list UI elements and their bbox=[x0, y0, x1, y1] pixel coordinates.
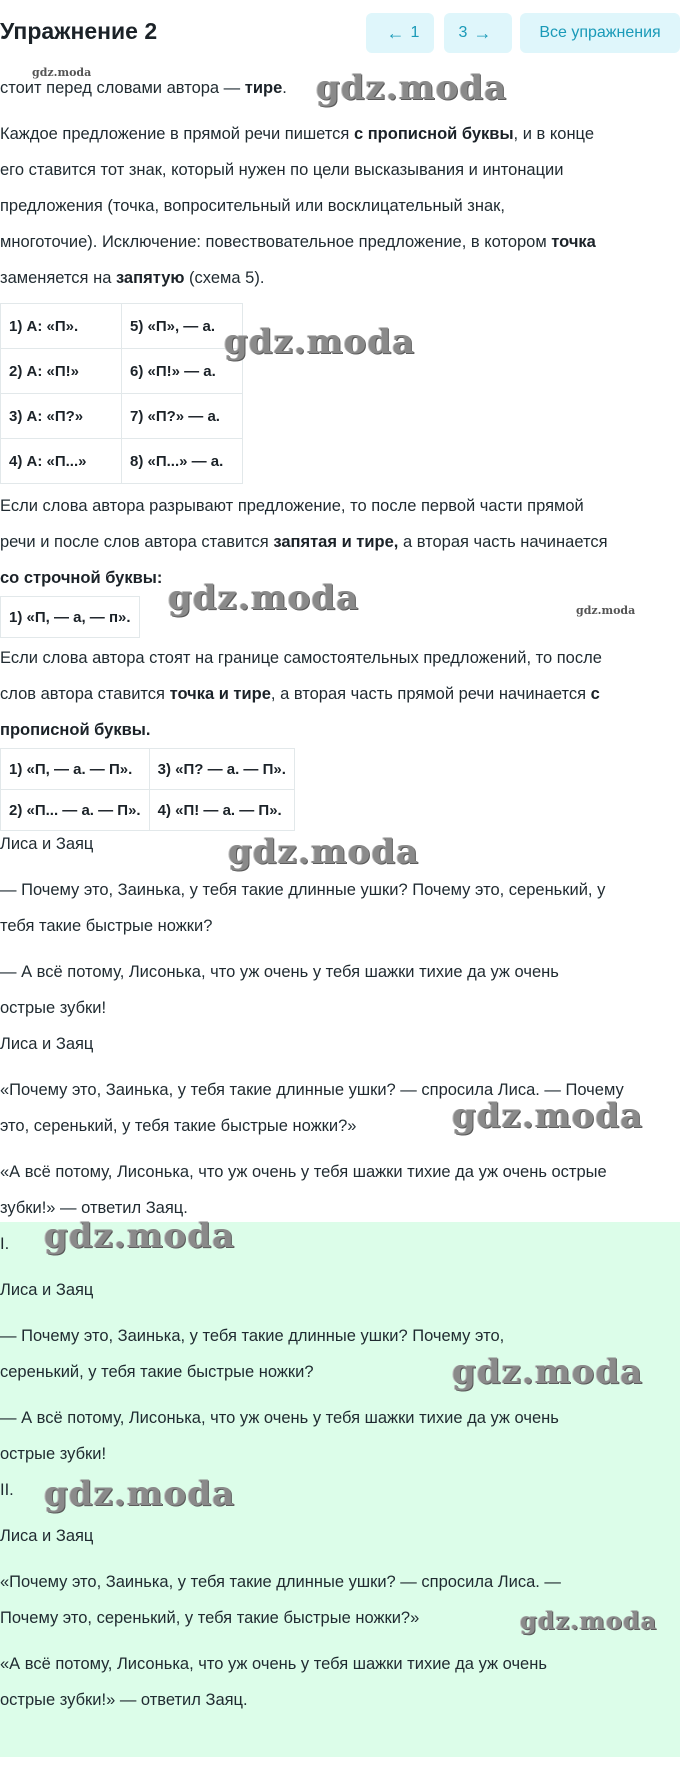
scheme-cell: 4) А: «П...» bbox=[1, 439, 122, 484]
scheme-cell: 3) А: «П?» bbox=[1, 394, 122, 439]
watermark-logo: gdz.moda bbox=[452, 1352, 644, 1392]
page-header bbox=[0, 0, 680, 64]
scheme-cell: 1) «П, — а, — п». bbox=[1, 597, 140, 638]
text-line: это, серенький, у тебя такие быстрые ножки?» bbox=[0, 1117, 357, 1135]
arrow-right-icon: → bbox=[473, 22, 492, 43]
arrow-left-icon: ← bbox=[386, 22, 405, 43]
scheme-cell: 1) «П, — а. — П». bbox=[1, 749, 150, 790]
text-line: речи и после слов автора ставится запятая и тире, а вторая часть начинается bbox=[0, 533, 608, 551]
text-line: слов автора ставится точка и тире, а вторая часть прямой речи начинается с bbox=[0, 685, 600, 703]
watermark-logo: gdz.moda bbox=[452, 1096, 644, 1136]
text-line: серенький, у тебя такие быстрые ножки? bbox=[0, 1363, 314, 1381]
text-line: — А всё потому, Лисонька, что уж очень у тебя шажки тихие да уж очень bbox=[0, 963, 559, 981]
text-line: предложения (точка, вопросительный или восклицательный знак, bbox=[0, 197, 505, 215]
dialog-title: Лиса и Заяц bbox=[0, 1281, 94, 1299]
scheme-cell: 7) «П?» — а. bbox=[122, 394, 243, 439]
text-line: — Почему это, Заинька, у тебя такие длинные ушки? Почему это, bbox=[0, 1327, 505, 1345]
scheme-cell: 2) А: «П!» bbox=[1, 349, 122, 394]
text-line: «А всё потому, Лисонька, что уж очень у тебя шажки тихие да уж очень bbox=[0, 1655, 547, 1673]
text-line: многоточие). Исключение: повествовательное предложение, в котором точка bbox=[0, 233, 596, 251]
next-exercise-label: 3 bbox=[458, 24, 468, 41]
text-line: острые зубки! bbox=[0, 999, 107, 1017]
scheme-cell: 5) «П», — а. bbox=[122, 304, 243, 349]
punctuation-scheme-table bbox=[0, 303, 243, 484]
all-exercises-button[interactable]: Все упражнения bbox=[520, 13, 680, 53]
text-line: Почему это, серенький, у тебя такие быстрые ножки?» bbox=[0, 1609, 420, 1627]
dialog-title: Лиса и Заяц bbox=[0, 1035, 94, 1053]
watermark-logo: gdz.moda bbox=[44, 1216, 236, 1256]
text-line: «А всё потому, Лисонька, что уж очень у тебя шажки тихие да уж очень острые bbox=[0, 1163, 607, 1181]
next-exercise-button[interactable] bbox=[444, 13, 512, 53]
text-line: Если слова автора стоят на границе самостоятельных предложений, то после bbox=[0, 649, 602, 667]
scheme-cell: 1) А: «П». bbox=[1, 304, 122, 349]
dialog-title: Лиса и Заяц bbox=[0, 835, 94, 853]
text-line: Каждое предложение в прямой речи пишется с прописной буквы, и в конце bbox=[0, 125, 595, 143]
scheme-cell: 3) «П? — а. — П». bbox=[149, 749, 294, 790]
watermark-logo: gdz.moda bbox=[520, 1606, 658, 1635]
roman-numeral: I. bbox=[0, 1235, 10, 1253]
page-title: Упражнение 2 bbox=[0, 18, 158, 44]
punctuation-scheme-table-2 bbox=[0, 748, 295, 831]
roman-numeral: II. bbox=[0, 1481, 14, 1499]
watermark-logo: gdz.moda bbox=[224, 322, 416, 362]
text-line: со строчной буквы: bbox=[0, 569, 163, 587]
watermark-logo: gdz.moda bbox=[228, 832, 420, 872]
prev-exercise-button[interactable] bbox=[366, 13, 434, 53]
watermark-logo: gdz.moda bbox=[44, 1474, 236, 1514]
scheme-cell: 8) «П...» — а. bbox=[122, 439, 243, 484]
dialog-title: Лиса и Заяц bbox=[0, 1527, 94, 1545]
text-line: зубки!» — ответил Заяц. bbox=[0, 1199, 188, 1217]
text-line: «Почему это, Заинька, у тебя такие длинные ушки? — спросила Лиса. — Почему bbox=[0, 1081, 624, 1099]
scheme-cell: 4) «П! — а. — П». bbox=[149, 790, 294, 831]
punctuation-scheme-single bbox=[0, 596, 140, 638]
text-line: его ставится тот знак, который нужен по цели высказывания и интонации bbox=[0, 161, 564, 179]
text-line: заменяется на запятую (схема 5). bbox=[0, 269, 265, 287]
scheme-cell: 6) «П!» — а. bbox=[122, 349, 243, 394]
text-line: острые зубки! bbox=[0, 1445, 107, 1463]
text-line: «Почему это, Заинька, у тебя такие длинные ушки? — спросила Лиса. — bbox=[0, 1573, 561, 1591]
text-line: Если слова автора разрывают предложение, то после первой части прямой bbox=[0, 497, 584, 515]
prev-exercise-label: 1 bbox=[410, 24, 420, 41]
watermark-logo: gdz.moda bbox=[576, 604, 636, 617]
watermark-logo: gdz.moda bbox=[32, 66, 92, 79]
watermark-logo: gdz.moda bbox=[168, 578, 360, 618]
text-line: тебя такие быстрые ножки? bbox=[0, 917, 213, 935]
watermark-logo: gdz.moda bbox=[316, 68, 508, 108]
text-line: — А всё потому, Лисонька, что уж очень у тебя шажки тихие да уж очень bbox=[0, 1409, 559, 1427]
text-line: прописной буквы. bbox=[0, 721, 151, 739]
text-line: стоит перед словами автора — тире. bbox=[0, 79, 287, 97]
text-line: — Почему это, Заинька, у тебя такие длинные ушки? Почему это, серенький, у bbox=[0, 881, 606, 899]
text-line: острые зубки!» — ответил Заяц. bbox=[0, 1691, 248, 1709]
scheme-cell: 2) «П... — а. — П». bbox=[1, 790, 150, 831]
